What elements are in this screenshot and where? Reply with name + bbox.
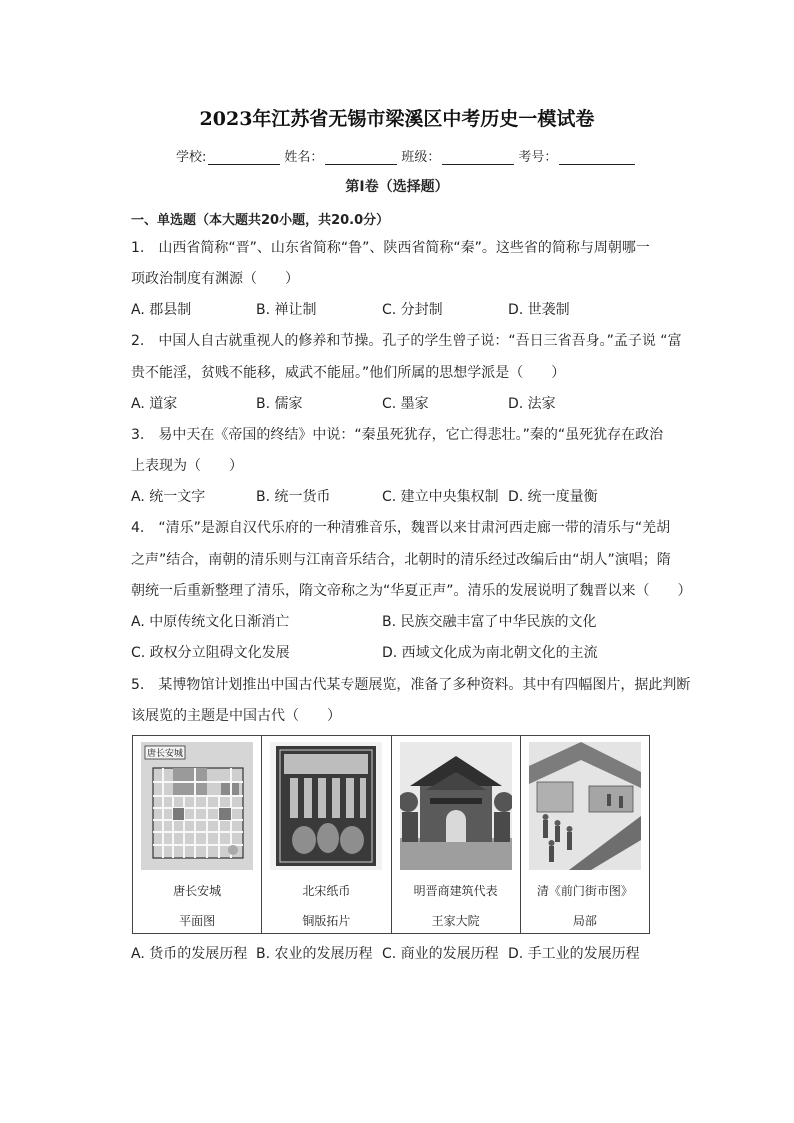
name-label: 姓名： [284,150,324,165]
question-3-option-c[interactable]: C. 建立中央集权制 [382,489,499,505]
figure-3-caption-1: 明晋商建筑代表 [413,884,498,898]
question-5-figure-table [132,735,650,934]
question-5-line-2: 该展览的主题是中国古代（ ） [131,708,341,724]
figure-2-caption-2: 铜版拓片 [302,914,351,928]
question-2-line-1: 2. 中国人自古就重视人的修养和节操。孔子的学生曾子说：“吾日三省吾身。”孟子说 “富 [131,333,682,349]
figure-4-caption-2: 局部 [572,914,597,928]
question-4-line-2: 之声”结合，南朝的清乐则与江南音乐结合，北朝时的清乐经过改编后由“胡人”演唱；隋 [131,552,671,568]
question-2-line-2: 贵不能淫，贫贱不能移，威武不能屈。”他们所属的思想学派是（ ） [131,365,566,381]
question-1-option-d[interactable]: D. 世袭制 [508,302,570,318]
figure-3-caption-2: 王家大院 [431,914,480,928]
figure-changan-map [133,736,262,933]
question-2-option-c[interactable]: C. 墨家 [382,396,429,412]
figure-4-caption-1: 清《前门街市图》 [536,884,633,898]
question-4-line-3: 朝统一后重新整理了清乐，隋文帝称之为“华夏正声”。清乐的发展说明了魏晋以来（ ） [131,583,692,599]
figure-wang-family-courtyard [392,736,521,933]
question-1-line-1: 1. 山西省简称“晋”、山东省简称“鲁”、陕西省简称“秦”。这些省的简称与周朝哪一 [131,240,650,256]
exam-title: 2023年江苏省无锡市梁溪区中考历史一模试卷 [199,108,595,130]
question-3-line-2: 上表现为（ ） [131,458,243,474]
exam-number-field[interactable] [559,150,635,165]
question-4-option-c[interactable]: C. 政权分立阻碍文化发展 [131,645,290,661]
question-1-line-2: 项政治制度有渊源（ ） [131,271,299,287]
changan-map-image [141,742,253,870]
question-3-option-d[interactable]: D. 统一度量衡 [508,489,598,505]
figure-1-caption-2: 平面图 [179,914,216,928]
question-2-option-b[interactable]: B. 儒家 [256,396,303,412]
section-title: 第I卷（选择题） [345,179,449,195]
question-4-option-d[interactable]: D. 西域文化成为南北朝文化的主流 [382,645,598,661]
class-label: 班级： [401,150,441,165]
school-field[interactable] [208,150,280,165]
question-2-option-a[interactable]: A. 道家 [131,396,178,412]
question-5-option-d[interactable]: D. 手工业的发展历程 [508,946,640,962]
question-4-option-a[interactable]: A. 中原传统文化日渐消亡 [131,614,290,630]
question-1-option-b[interactable]: B. 禅让制 [256,302,317,318]
paper-money-image [270,742,382,870]
question-3-option-b[interactable]: B. 统一货币 [256,489,331,505]
class-field[interactable] [442,150,514,165]
question-3-option-a[interactable]: A. 统一文字 [131,489,206,505]
name-field[interactable] [325,150,397,165]
question-5-option-c[interactable]: C. 商业的发展历程 [382,946,499,962]
exam-number-label: 考号： [518,150,558,165]
question-2-option-d[interactable]: D. 法家 [508,396,556,412]
question-1-option-a[interactable]: A. 郡县制 [131,302,192,318]
section-heading: 一、单选题（本大题共20小题，共20.0分） [131,213,390,228]
question-5-line-1: 5. 某博物馆计划推出中国古代某专题展览，准备了多种资料。其中有四幅图片，据此判断 [131,677,691,693]
figure-song-paper-money [262,736,391,933]
question-4-option-b[interactable]: B. 民族交融丰富了中华民族的文化 [382,614,597,630]
school-label: 学校: [176,150,207,165]
question-3-line-1: 3. 易中天在《帝国的终结》中说：“秦虽死犹存，它亡得悲壮。”秦的“虽死犹存在政治 [131,427,664,443]
question-4-line-1: 4. “清乐”是源自汉代乐府的一种清雅音乐，魏晋以来甘肃河西走廊一带的清乐与“羌胡 [131,520,671,536]
question-5-option-b[interactable]: B. 农业的发展历程 [256,946,373,962]
figure-2-caption-1: 北宋纸币 [302,884,351,898]
map-title-label: 唐长安城 [146,749,184,759]
student-info-fields [176,146,639,165]
question-1-option-c[interactable]: C. 分封制 [382,302,443,318]
qianmen-market-image [529,742,641,870]
figure-qianmen-market [521,736,649,933]
figure-1-caption-1: 唐长安城 [173,884,222,898]
question-5-option-a[interactable]: A. 货币的发展历程 [131,946,248,962]
courtyard-image [400,742,512,870]
